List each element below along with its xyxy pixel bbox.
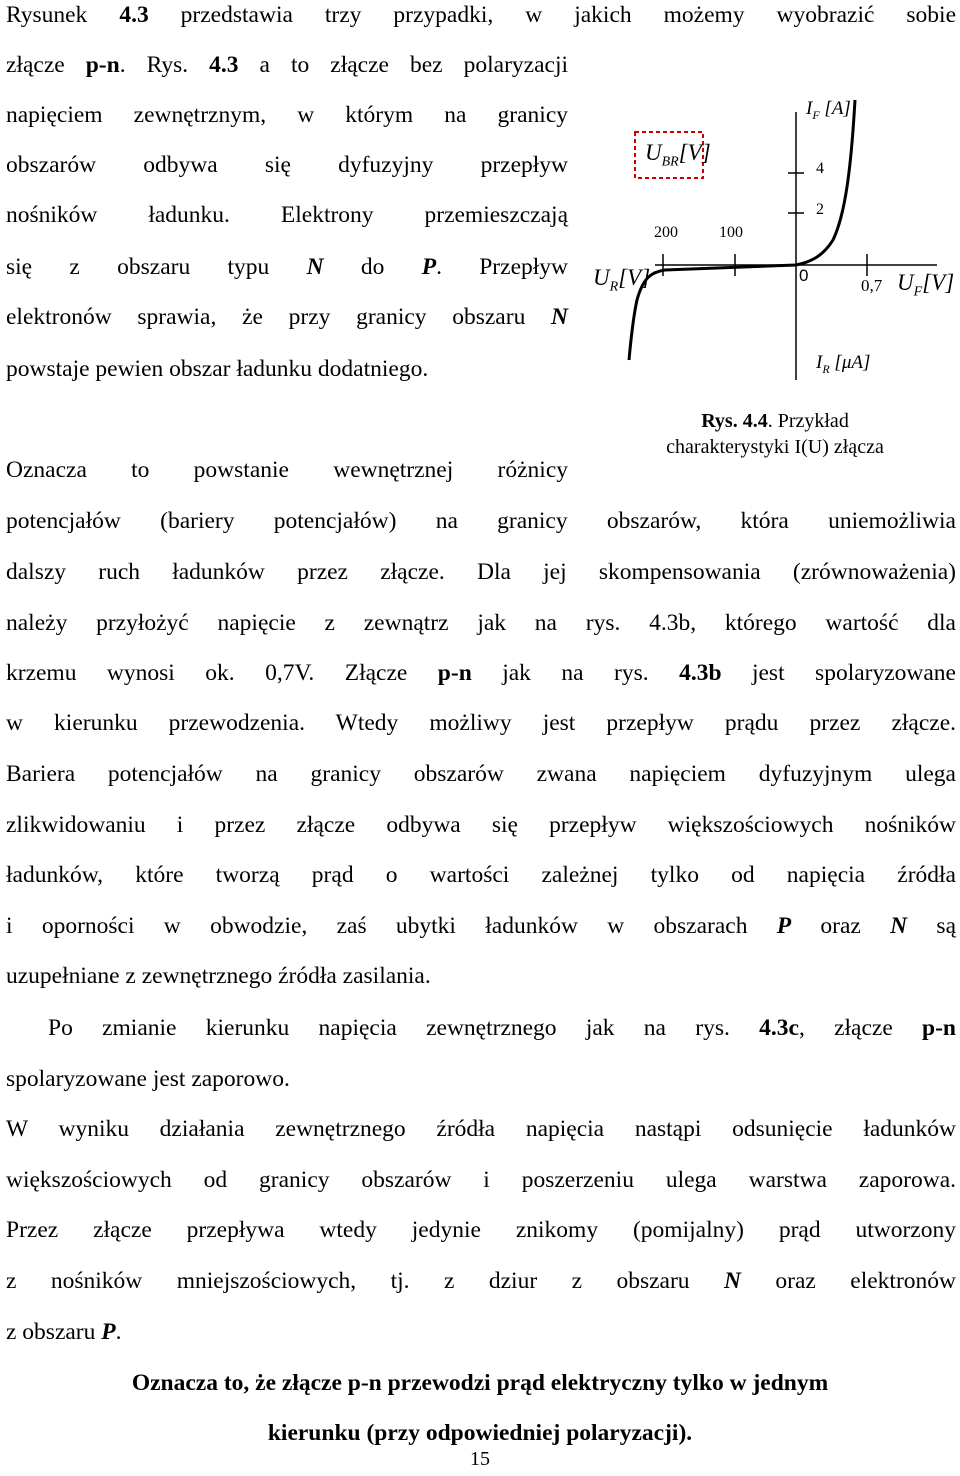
text-line: z obszaru P. <box>6 1319 122 1345</box>
text-line: krzemu wynosi ok. 0,7V. Złącze p-n jak na rys. 4.3b jest spolaryzowane <box>6 660 956 686</box>
text-line: uzupełniane z zewnętrznego źródła zasilania. <box>6 963 431 989</box>
text-line: Przez złącze przepływa wtedy jedynie znikomy (pomijalny) prąd utworzony <box>6 1217 956 1243</box>
text-line: obszarów odbywa się dyfuzyjny przepływ <box>6 152 568 178</box>
text-line: dalszy ruch ładunków przez złącze. Dla jej skompensowania (zrównoważenia) <box>6 559 956 585</box>
text-line: Oznacza to powstanie wewnętrznej różnicy <box>6 457 568 483</box>
text-line: złącze p-n. Rys. 4.3 a to złącze bez polaryzacji <box>6 52 569 78</box>
if-axis-label: $I_F$ [A] <box>806 98 851 122</box>
text-line: zlikwidowaniu i przez złącze odbywa się przepływ większościowych nośników <box>6 812 956 838</box>
text-line: większościowych od granicy obszarów i poszerzeniu ulega warstwa zaporowa. <box>6 1167 956 1193</box>
tick-label-100: 100 <box>719 224 743 241</box>
text-line: należy przyłożyć napięcie z zewnątrz jak na rys. 4.3b, którego wartość dla <box>6 610 956 636</box>
text-line: w kierunku przewodzenia. Wtedy możliwy jest przepływ prądu przez złącze. <box>6 710 956 736</box>
text-line: elektronów sprawia, że przy granicy obszaru N <box>6 304 568 330</box>
origin-label: 0 <box>799 266 809 285</box>
text-line: i oporności w obwodzie, zaś ubytki ładunków w obszarach P oraz N są <box>6 913 956 939</box>
diode-characteristic-figure <box>585 90 960 410</box>
ur-axis-label: $U_R[V]$ <box>593 265 651 295</box>
text-line: powstaje pewien obszar ładunku dodatniego. <box>6 356 429 382</box>
text-line: W wyniku działania zewnętrznego źródła napięcia nastąpi odsunięcie ładunków <box>6 1116 956 1142</box>
text-line: się z obszaru typu N do P. Przepływ <box>6 254 568 280</box>
figure-caption: Rys. 4.4. Przykład charakterystyki I(U) złącza <box>666 410 884 458</box>
uf-axis-label: $U_F[V]$ <box>897 270 955 300</box>
ir-axis-label: $I_R$ [μA] <box>816 352 871 376</box>
page-number: 15 <box>470 1448 490 1470</box>
text-line: z nośników mniejszościowych, tj. z dziur z obszaru N oraz elektronów <box>6 1268 956 1294</box>
ubr-label: $U_{BR}[V]$ <box>645 140 711 170</box>
tick-label-2: 2 <box>816 201 824 218</box>
tick-label-200: 200 <box>654 224 678 241</box>
text-line: spolaryzowane jest zaporowo. <box>6 1066 290 1092</box>
text-line: ładunków, które tworzą prąd o wartości zależnej tylko od napięcia źródła <box>6 862 956 888</box>
tick-label-0-7: 0,7 <box>861 276 883 295</box>
text-line: napięciem zewnętrznym, w którym na granicy <box>6 102 568 128</box>
text-line: Po zmianie kierunku napięcia zewnętrznego jak na rys. 4.3c, złącze p-n <box>48 1015 956 1041</box>
text-line: Bariera potencjałów na granicy obszarów zwana napięciem dyfuzyjnym ulega <box>6 761 956 787</box>
conclusion-line: Oznacza to, że złącze p-n przewodzi prąd elektryczny tylko w jednym <box>131 1370 829 1396</box>
text-line: potencjałów (bariery potencjałów) na granicy obszarów, która uniemożliwia <box>6 508 956 534</box>
conclusion-line: kierunku (przy odpowiedniej polaryzacji). <box>267 1420 693 1446</box>
tick-label-4: 4 <box>816 160 824 177</box>
text-line: Rysunek 4.3 przedstawia trzy przypadki, w jakich możemy wyobrazić sobie <box>6 2 956 28</box>
text-line: nośników ładunku. Elektrony przemieszczają <box>6 202 568 228</box>
